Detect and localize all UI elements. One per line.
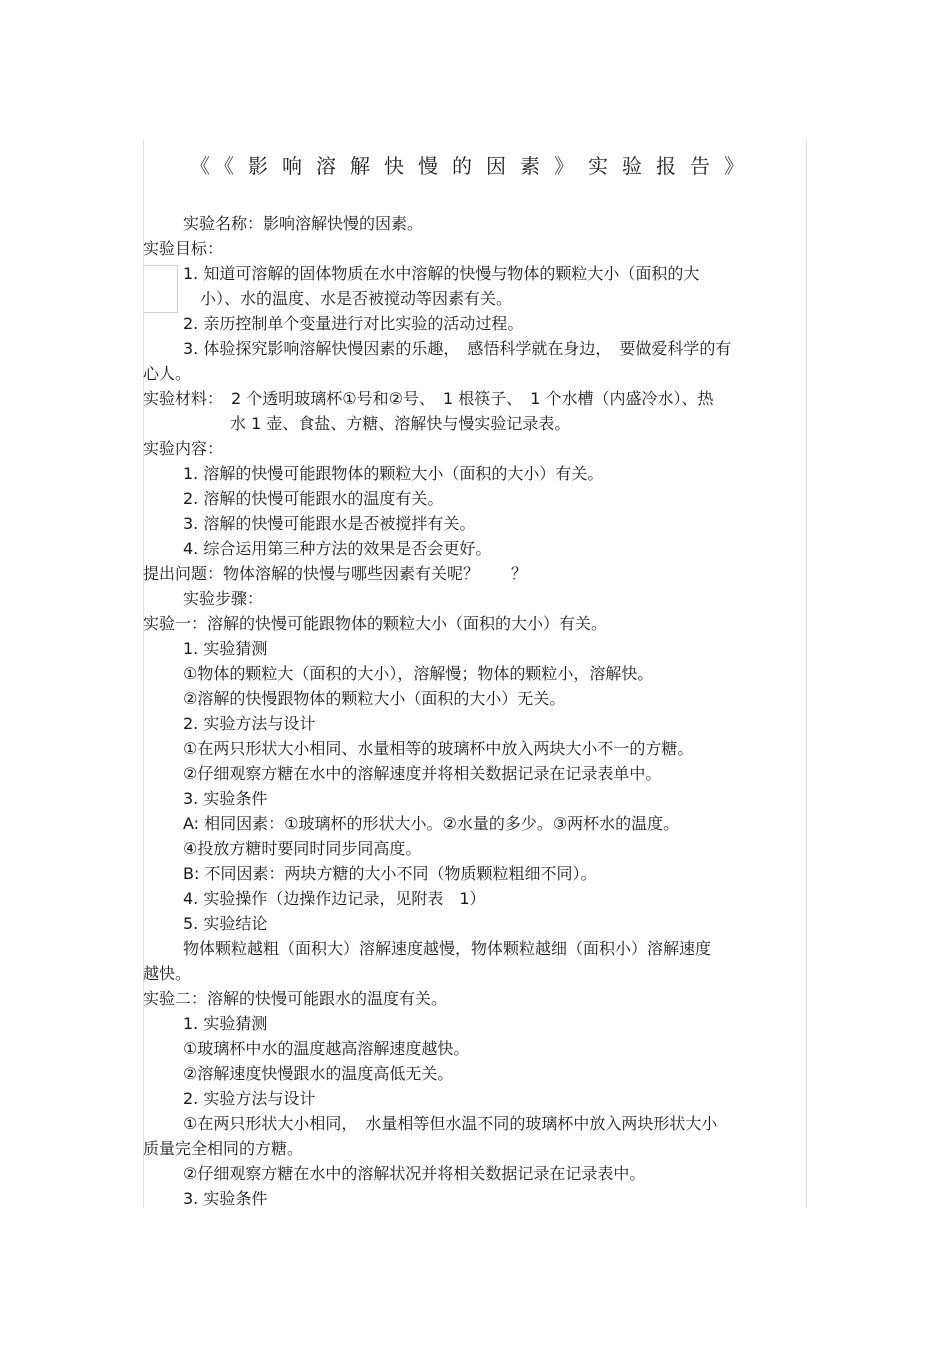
content-item: 3. 溶解的快慢可能跟水是否被搅拌有关。: [183, 514, 476, 533]
step-heading: 2. 实验方法与设计: [183, 1089, 316, 1108]
step-heading: 4. 实验操作（边操作边记录，见附表 1）: [183, 889, 486, 908]
step-text: ①在两只形状大小相同， 水量相等但水温不同的玻璃杯中放入两块形状大小: [183, 1114, 718, 1133]
section-heading-content: 实验内容：: [143, 439, 224, 458]
goal-item-continued: 小）、水的温度、水是否被搅动等因素有关。: [200, 289, 513, 308]
step-text: B: 不同因素：两块方糖的大小不同（物质颗粒粗细不同）。: [183, 864, 597, 883]
step-heading: 1. 实验猜测: [183, 1014, 268, 1033]
content-item: 4. 综合运用第三种方法的效果是否会更好。: [183, 539, 492, 558]
goal-item-continued: 心人。: [143, 364, 192, 383]
goal-item: 1. 知道可溶解的固体物质在水中溶解的快慢与物体的颗粒大小（面积的大: [183, 264, 700, 283]
margin-bracket: [143, 265, 178, 313]
step-text-continued: 质量完全相同的方糖。: [143, 1139, 304, 1158]
experiment-two-heading: 实验二：溶解的快慢可能跟水的温度有关。: [143, 989, 448, 1008]
document-title: 《《影响溶解快慢的因素》实验报告》: [190, 154, 758, 178]
step-text: ①玻璃杯中水的温度越高溶解速度越快。: [183, 1039, 470, 1058]
experiment-name: 实验名称：影响溶解快慢的因素。: [183, 214, 424, 233]
content-item: 2. 溶解的快慢可能跟水的温度有关。: [183, 489, 444, 508]
step-text: ②溶解速度快慢跟水的温度高低无关。: [183, 1064, 454, 1083]
step-heading: 5. 实验结论: [183, 914, 268, 933]
step-text: ②溶解的快慢跟物体的颗粒大小（面积的大小）无关。: [183, 689, 566, 708]
step-text: ④投放方糖时要同时同步同高度。: [183, 839, 422, 858]
step-heading: 3. 实验条件: [183, 789, 268, 808]
content-item: 1. 溶解的快慢可能跟物体的颗粒大小（面积的大小）有关。: [183, 464, 604, 483]
goal-item: 3. 体验探究影响溶解快慢因素的乐趣， 感悟科学就在身边， 要做爱科学的有: [183, 339, 732, 358]
step-text: A: 相同因素：①玻璃杯的形状大小。②水量的多少。③两杯水的温度。: [183, 814, 680, 833]
step-heading: 2. 实验方法与设计: [183, 714, 316, 733]
materials-line: 实验材料： 2 个透明玻璃杯①号和②号、 1 根筷子、 1 个水槽（内盛冷水）、热: [143, 389, 714, 408]
materials-line-continued: 水 1 壶、食盐、方糖、溶解快与慢实验记录表。: [230, 414, 571, 433]
section-heading-goals: 实验目标：: [143, 239, 224, 258]
conclusion-text-continued: 越快。: [143, 964, 192, 983]
conclusion-text: 物体颗粒越粗（面积大）溶解速度越慢，物体颗粒越细（面积小）溶解速度: [183, 939, 712, 958]
step-text: ②仔细观察方糖在水中的溶解速度并将相关数据记录在记录表单中。: [183, 764, 662, 783]
experiment-one-heading: 实验一：溶解的快慢可能跟物体的颗粒大小（面积的大小）有关。: [143, 614, 608, 633]
goal-item: 2. 亲历控制单个变量进行对比实验的活动过程。: [183, 314, 524, 333]
right-margin-rule: [806, 140, 807, 1208]
question-line: 提出问题：物体溶解的快慢与哪些因素有关呢？ ？: [143, 564, 528, 583]
step-heading: 3. 实验条件: [183, 1189, 268, 1208]
step-text: ①物体的颗粒大（面积的大小），溶解慢；物体的颗粒小，溶解快。: [183, 664, 654, 683]
section-heading-steps: 实验步骤：: [183, 589, 264, 608]
step-text: ②仔细观察方糖在水中的溶解状况并将相关数据记录在记录表中。: [183, 1164, 646, 1183]
step-text: ①在两只形状大小相同、水量相等的玻璃杯中放入两块大小不一的方糖。: [183, 739, 694, 758]
step-heading: 1. 实验猜测: [183, 639, 268, 658]
